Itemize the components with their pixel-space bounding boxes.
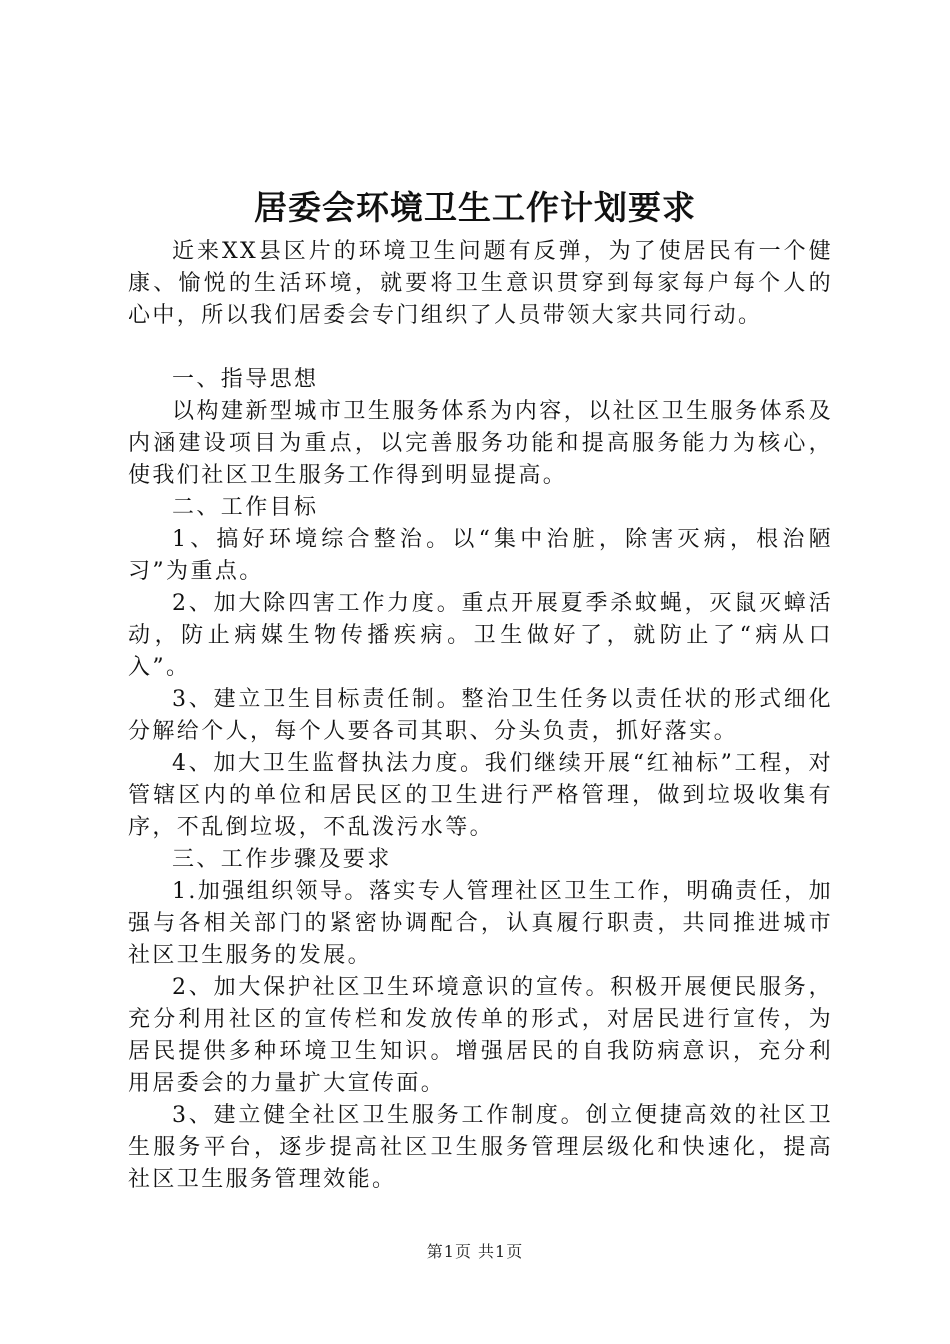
document-body [128,236,833,1196]
paragraph: 以构建新型城市卫生服务体系为内容，以社区卫生服务体系及内涵建设项目为重点，以完善服务功能和提高服务能力为核心，使我们社区卫生服务工作得到明显提高。 [128,399,833,488]
paragraph: 3、建立健全社区卫生服务工作制度。创立便捷高效的社区卫生服务平台，逐步提高社区卫生服务管理层级化和快速化，提高社区卫生服务管理效能。 [128,1103,833,1192]
paragraph: 2、加大除四害工作力度。重点开展夏季杀蚊蝇，灭鼠灭蟑活动，防止病媒生物传播疾病。卫生做好了，就防止了“病从口入”。 [128,591,833,680]
paragraph: 1.加强组织领导。落实专人管理社区卫生工作，明确责任，加强与各相关部门的紧密协调配合，认真履行职责，共同推进城市社区卫生服务的发展。 [128,879,833,968]
paragraph: 1、搞好环境综合整治。以“集中治脏，除害灭病，根治陋习”为重点。 [128,527,833,584]
intro-paragraph: 近来XX县区片的环境卫生问题有反弹，为了使居民有一个健康、愉悦的生活环境，就要将卫生意识贯穿到每家每户每个人的心中，所以我们居委会专门组织了人员带领大家共同行动。 [128,239,833,328]
section-heading-work-goals: 二、工作目标 [172,495,319,520]
paragraph: 3、建立卫生目标责任制。整治卫生任务以责任状的形式细化分解给个人，每个人要各司其职、分头负责，抓好落实。 [128,687,833,744]
document-title: 居委会环境卫生工作计划要求 [254,188,696,227]
paragraph: 2、加大保护社区卫生环境意识的宣传。积极开展便民服务，充分利用社区的宣传栏和发放传单的形式，对居民进行宣传，为居民提供多种环境卫生知识。增强居民的自我防病意识，充分利用居委会的力量扩大宣传面。 [128,975,833,1096]
page-footer: 第1页 共1页 [426,1242,524,1261]
paragraph: 4、加大卫生监督执法力度。我们继续开展“红袖标”工程，对管辖区内的单位和居民区的卫生进行严格管理，做到垃圾收集有序，不乱倒垃圾，不乱泼污水等。 [128,751,833,840]
section-heading-work-steps: 三、工作步骤及要求 [172,847,392,872]
section-heading-guiding-ideology: 一、指导思想 [172,367,319,392]
